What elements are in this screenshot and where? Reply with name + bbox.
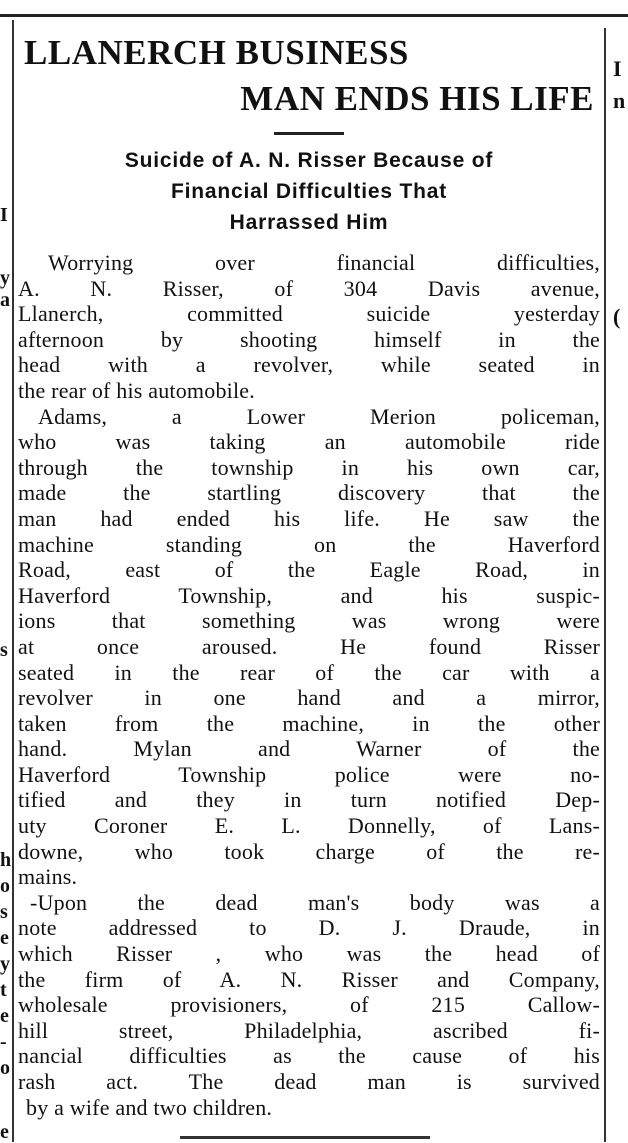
text-line: hill street, Philadelphia, ascribed fi- [18, 1017, 600, 1043]
left-fragment: h [0, 849, 12, 871]
text-line: rash act. The dead man is survived [18, 1069, 600, 1094]
left-adjacent-column-fragments [0, 0, 12, 1142]
paragraph-2 [18, 404, 600, 890]
text-line: through the township in his own car, [18, 454, 600, 480]
text-line: revolver in one hand and a mirror, [18, 685, 600, 711]
left-fragment: y [0, 267, 10, 289]
text-line: seated in the rear of the car with a [18, 659, 600, 685]
top-column-rule [0, 14, 628, 17]
text-line: made the startling discovery that the [18, 480, 600, 506]
text-line: Road, east of the Eagle Road, in [18, 557, 600, 583]
left-fragment: I [0, 204, 8, 226]
left-fragment: e [0, 927, 9, 949]
left-fragment: s [0, 639, 8, 661]
text-line: uty Coroner E. L. Donnelly, of Lans- [18, 813, 600, 839]
right-column-rule [604, 28, 606, 1142]
text-line: afternoon by shooting himself in the [18, 326, 600, 352]
subhead-line-3: Harrassed Him [229, 211, 389, 234]
text-line: hand. Mylan and Warner of the [18, 736, 600, 762]
paragraph-3 [18, 890, 600, 1120]
right-fragment: ( [613, 304, 621, 329]
text-line: note addressed to D. J. Draude, in [18, 915, 600, 941]
text-line: the firm of A. N. Risser and Company, [18, 966, 600, 992]
text-line: Adams, a Lower Merion policeman, [38, 403, 600, 429]
left-fragment: t [0, 979, 7, 1001]
text-line: downe, who took charge of the re- [18, 838, 600, 864]
headline-line-1: LLANERCH BUSINESS [24, 33, 409, 72]
left-column-rule [12, 20, 14, 1142]
text-line: ions that something was wrong were [18, 608, 600, 634]
text-line: -Upon the dead man's body was a [30, 889, 600, 915]
left-fragment: e [0, 1121, 9, 1143]
right-fragment: I [613, 56, 622, 81]
text-line: tified and they in turn notified Dep- [18, 787, 600, 813]
text-line: at once aroused. He found Risser [18, 633, 600, 659]
text-line: wholesale provisioners, of 215 Callow- [18, 992, 600, 1018]
text-line: Llanerch, committed suicide yesterday [18, 301, 600, 327]
left-fragment: s [0, 901, 8, 923]
left-fragment: o [0, 1057, 10, 1079]
text-line: A. N. Risser, of 304 Davis avenue, [18, 275, 600, 301]
news-article [18, 30, 600, 1120]
text-line: mains. [18, 864, 78, 890]
left-fragment: - [0, 1031, 7, 1053]
left-fragment: e [0, 1005, 9, 1027]
left-fragment: y [0, 953, 10, 975]
left-fragment: o [0, 875, 10, 897]
headline-divider [274, 132, 344, 135]
text-line: who was taking an automobile ride [18, 429, 600, 455]
article-headline [18, 30, 600, 122]
right-adjacent-column-fragments [609, 0, 628, 1142]
text-line: Haverford Township police were no- [18, 761, 600, 787]
article-body [18, 250, 600, 1120]
right-fragment: n [613, 88, 626, 113]
text-line: machine standing on the Haverford [18, 531, 600, 557]
paragraph-1 [18, 250, 600, 404]
text-line: Worrying over financial difficulties, [48, 250, 600, 275]
text-line: by a wife and two children. [26, 1094, 273, 1120]
text-line: taken from the machine, in the other [18, 710, 600, 736]
text-line: the rear of his automobile. [18, 377, 255, 403]
text-line: nancial difficulties as the cause of his [18, 1043, 600, 1069]
text-line: man had ended his life. He saw the [18, 505, 600, 531]
article-end-rule [180, 1136, 430, 1139]
headline-line-2: MAN ENDS HIS LIFE [240, 79, 594, 118]
text-line: Haverford Township, and his suspic- [18, 582, 600, 608]
left-fragment: a [0, 289, 10, 311]
text-line: head with a revolver, while seated in [18, 352, 600, 378]
subhead-line-2: Financial Difficulties That [171, 180, 447, 203]
article-subheadline [18, 145, 600, 238]
text-line: which Risser , who was the head of [18, 941, 600, 967]
subhead-line-1: Suicide of A. N. Risser Because of [124, 149, 494, 172]
